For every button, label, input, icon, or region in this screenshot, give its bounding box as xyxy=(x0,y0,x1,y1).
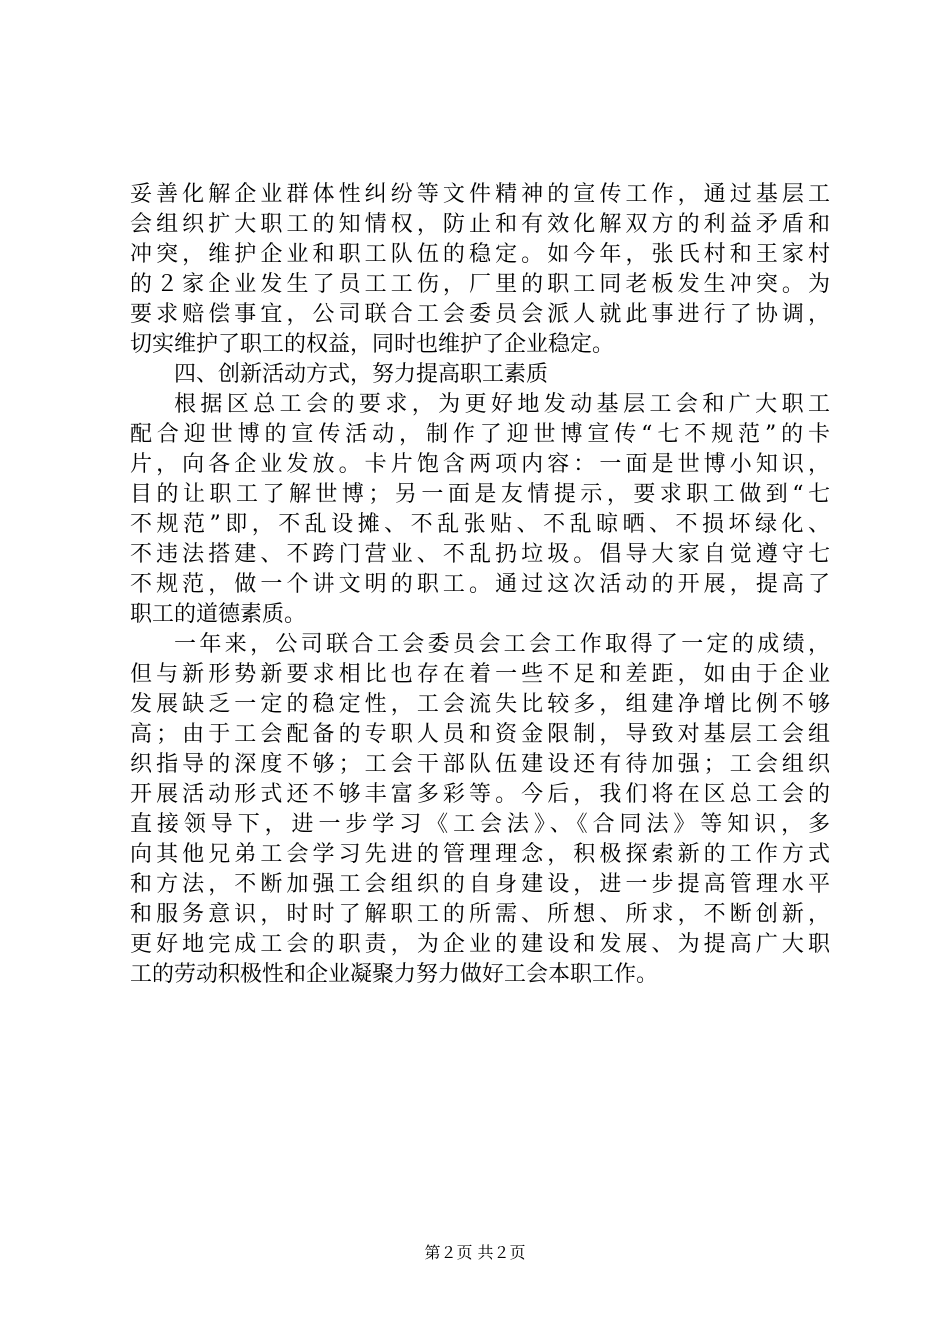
paragraph-3-line-8: 职工的道德素质。 xyxy=(130,602,307,627)
paragraph-3-line-6: 不违法搭建、不跨门营业、不乱扔垃圾。倡导大家自觉遵守七 xyxy=(130,542,830,567)
paragraph-1-line-1: 妥善化解企业群体性纠纷等文件精神的宣传工作，通过基层工 xyxy=(130,182,830,207)
paragraph-4-line-12: 工的劳动积极性和企业凝聚力努力做好工会本职工作。 xyxy=(130,962,659,987)
paragraph-3-line-7: 不规范，做一个讲文明的职工。通过这次活动的开展，提高了 xyxy=(130,572,830,597)
paragraph-3-line-4: 目的让职工了解世博；另一面是友情提示，要求职工做到“七 xyxy=(130,482,830,507)
paragraph-1-line-5: 要求赔偿事宜，公司联合工会委员会派人就此事进行了协调， xyxy=(130,302,830,327)
section-heading: 四、创新活动方式，努力提高职工素质 xyxy=(174,362,549,387)
paragraph-3-line-2: 配合迎世博的宣传活动，制作了迎世博宣传“七不规范”的卡 xyxy=(130,422,830,447)
document-body xyxy=(130,180,830,990)
paragraph-4-line-8: 向其他兄弟工会学习先进的管理理念，积极探索新的工作方式 xyxy=(130,842,830,867)
paragraph-4-line-2: 但与新形势新要求相比也存在着一些不足和差距，如由于企业 xyxy=(130,662,830,687)
paragraph-1-line-3: 冲突，维护企业和职工队伍的稳定。如今年，张氏村和王家村 xyxy=(130,242,830,267)
paragraph-4-line-9: 和方法，不断加强工会组织的自身建设，进一步提高管理水平 xyxy=(130,872,830,897)
paragraph-4-line-1: 一年来，公司联合工会委员会工会工作取得了一定的成绩， xyxy=(174,632,830,657)
paragraph-4-line-7: 直接领导下，进一步学习《工会法》、《合同法》等知识，多 xyxy=(130,812,830,837)
paragraph-1-line-6: 切实维护了职工的权益，同时也维护了企业稳定。 xyxy=(130,332,615,357)
paragraph-1-line-2: 会组织扩大职工的知情权，防止和有效化解双方的利益矛盾和 xyxy=(130,212,830,237)
paragraph-4-line-6: 开展活动形式还不够丰富多彩等。今后，我们将在区总工会的 xyxy=(130,782,830,807)
page-footer xyxy=(0,1243,950,1263)
paragraph-4-line-11: 更好地完成工会的职责，为企业的建设和发展、为提高广大职 xyxy=(130,932,830,957)
page-number-label: 第２页 共２页 xyxy=(424,1243,526,1262)
paragraph-4-line-10: 和服务意识，时时了解职工的所需、所想、所求，不断创新， xyxy=(130,902,830,927)
paragraph-3-line-5: 不规范”即，不乱设摊、不乱张贴、不乱晾晒、不损坏绿化、 xyxy=(130,512,830,537)
paragraph-4-line-3: 发展缺乏一定的稳定性，工会流失比较多，组建净增比例不够 xyxy=(130,692,830,717)
paragraph-3-line-3: 片，向各企业发放。卡片饱含两项内容：一面是世博小知识， xyxy=(130,452,830,477)
paragraph-4-line-4: 高；由于工会配备的专职人员和资金限制，导致对基层工会组 xyxy=(130,722,830,747)
paragraph-3-line-1: 根据区总工会的要求，为更好地发动基层工会和广大职工 xyxy=(174,392,830,417)
paragraph-1-line-4: 的２家企业发生了员工工伤，厂里的职工同老板发生冲突。为 xyxy=(130,272,830,297)
paragraph-4-line-5: 织指导的深度不够；工会干部队伍建设还有待加强；工会组织 xyxy=(130,752,830,777)
